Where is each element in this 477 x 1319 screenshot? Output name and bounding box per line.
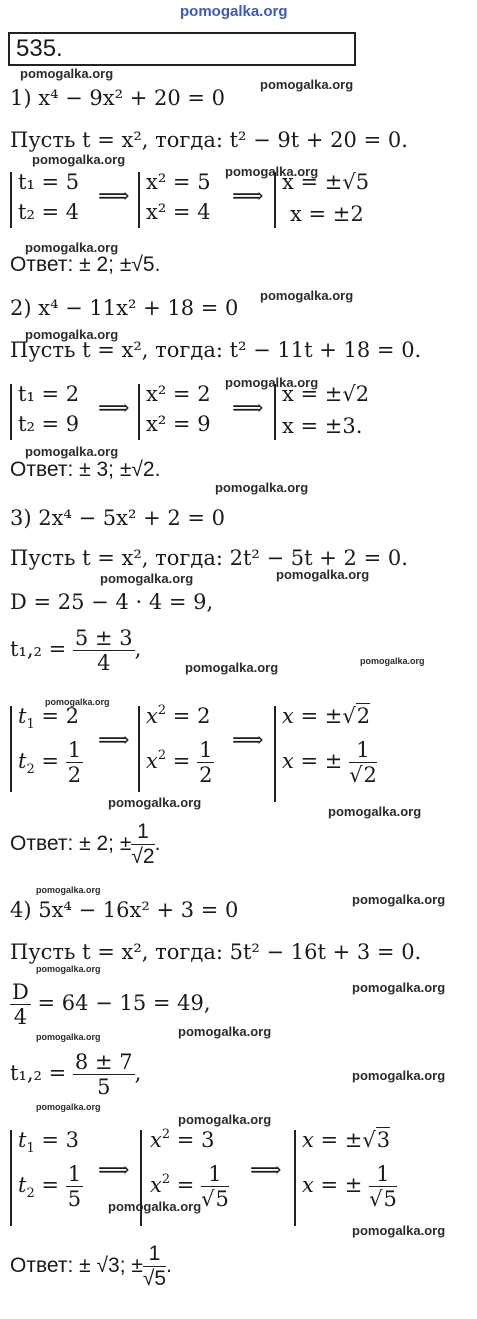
p1-t-bracket — [10, 172, 12, 228]
implies-arrow: ⟹ — [98, 184, 130, 209]
p3-x1: x = ±√2 — [282, 704, 371, 728]
watermark: pomogalka.org — [45, 697, 110, 707]
watermark: pomogalka.org — [32, 152, 126, 167]
p3-answer-prefix: Ответ: ± 2; ± — [10, 832, 132, 856]
p3-discriminant: D = 25 − 4 · 4 = 9, — [10, 590, 214, 614]
watermark: pomogalka.org — [36, 885, 101, 895]
p2-substitution: Пусть t = x², тогда: t² − 11t + 18 = 0. — [10, 338, 422, 362]
watermark: pomogalka.org — [25, 444, 119, 459]
problem-number-box — [8, 32, 356, 66]
p4-roots-num: 8 ± 7 — [74, 1050, 133, 1074]
p4-x1: x = ±√3 — [302, 1128, 391, 1152]
watermark: pomogalka.org — [328, 804, 422, 819]
p3-substitution: Пусть t = x², тогда: 2t² − 5t + 2 = 0. — [10, 546, 408, 570]
watermark: pomogalka.org — [178, 1112, 272, 1127]
p2-x2-2: x² = 9 — [146, 412, 211, 436]
watermark: pomogalka.org — [260, 288, 354, 303]
p4-answer-den: √5 — [142, 1267, 167, 1291]
watermark: pomogalka.org — [180, 3, 288, 20]
implies-arrow: ⟹ — [250, 1158, 282, 1183]
p1-x2-2: x² = 4 — [146, 200, 211, 224]
p4-d4-fraction — [10, 980, 31, 1029]
p2-equation: 2) x⁴ − 11x² + 18 = 0 — [10, 296, 239, 320]
p2-t2: t₂ = 9 — [18, 412, 80, 436]
p4-roots-fraction — [73, 1050, 135, 1099]
watermark: pomogalka.org — [225, 164, 319, 179]
p2-t-bracket — [10, 384, 12, 440]
watermark: pomogalka.org — [25, 327, 119, 342]
p3-roots-den: 4 — [97, 651, 111, 676]
p4-t1: $t_1 = 3$ — [18, 1128, 80, 1156]
p4-equation: 4) 5x⁴ − 16x² + 3 = 0 — [10, 898, 239, 922]
watermark: pomogalka.org — [225, 375, 319, 390]
p1-answer: Ответ: ± 2; ±√5. — [10, 253, 161, 276]
watermark: pomogalka.org — [276, 567, 370, 582]
p3-t-bracket — [10, 706, 12, 792]
p4-roots-label: t₁,₂ = — [10, 1061, 67, 1086]
p4-answer-num: 1 — [143, 1242, 166, 1267]
p4-x2: x = ± $\frac{1}{√5}$ — [302, 1162, 397, 1212]
p4-roots: t₁,₂ = $\frac{8 \pm 7}{5}$ , — [10, 1050, 142, 1100]
p2-x2-1: x² = 2 — [146, 382, 211, 406]
p1-t1: t₁ = 5 — [18, 170, 80, 194]
p3-t2: $t_2$ = $\frac{1}{2}$ — [18, 738, 82, 788]
p2-x2: x = ±3. — [282, 414, 363, 438]
watermark: pomogalka.org — [260, 77, 354, 92]
implies-arrow: ⟹ — [232, 184, 264, 209]
p4-d4-den: 4 — [13, 1005, 28, 1030]
problem-number: 535. — [16, 35, 63, 62]
p3-answer-fraction — [131, 820, 154, 869]
p3-roots-fraction — [73, 626, 135, 675]
watermark: pomogalka.org — [36, 1032, 101, 1042]
p4-answer: Ответ: ± √3; ± $\frac{1}{√5}$ . — [10, 1242, 172, 1291]
p3-answer: Ответ: ± 2; ± $\frac{1}{√2}$ . — [10, 820, 161, 869]
p3-x2-bracket — [138, 706, 140, 792]
p4-substitution: Пусть t = x², тогда: 5t² − 16t + 3 = 0. — [10, 940, 422, 964]
watermark: pomogalka.org — [352, 892, 446, 907]
p1-x2-bracket — [138, 172, 140, 228]
watermark: pomogalka.org — [20, 66, 114, 81]
implies-arrow: ⟹ — [98, 1158, 130, 1183]
p2-t1: t₁ = 2 — [18, 382, 80, 406]
watermark: pomogalka.org — [108, 1199, 202, 1214]
watermark: pomogalka.org — [352, 1068, 446, 1083]
p3-x2-1: $x^2 = 2$ — [146, 703, 211, 728]
p3-answer-den: √2 — [131, 845, 155, 869]
watermark: pomogalka.org — [360, 656, 425, 666]
watermark: pomogalka.org — [36, 964, 101, 974]
implies-arrow: ⟹ — [232, 728, 264, 753]
p3-x2: x = ± $\frac{1}{√2}$ — [282, 738, 377, 788]
watermark: pomogalka.org — [36, 1102, 101, 1112]
watermark: pomogalka.org — [108, 795, 202, 810]
p2-x1: x = ±√2 — [282, 382, 370, 406]
p2-x2-bracket — [138, 384, 140, 440]
p3-roots-num: 5 ± 3 — [74, 626, 133, 650]
implies-arrow: ⟹ — [232, 396, 264, 421]
p4-answer-prefix: Ответ: ± √3; ± — [10, 1254, 143, 1278]
p1-x1: x = ±√5 — [282, 170, 370, 194]
p1-x-bracket — [274, 172, 276, 228]
p1-x2-1: x² = 5 — [146, 170, 211, 194]
p4-x2-bracket — [140, 1130, 142, 1226]
p1-equation: 1) x⁴ − 9x² + 20 = 0 — [10, 86, 226, 110]
p1-substitution: Пусть t = x², тогда: t² − 9t + 20 = 0. — [10, 128, 408, 152]
watermark: pomogalka.org — [25, 240, 119, 255]
p3-roots: t₁,₂ = $\frac{5 \pm 3}{4}$ , — [10, 626, 142, 676]
p3-x-bracket — [274, 706, 276, 802]
p4-answer-fraction — [143, 1242, 166, 1291]
p3-roots-label: t₁,₂ = — [10, 637, 67, 662]
watermark: pomogalka.org — [215, 480, 309, 495]
p4-d4-rest: = 64 − 15 = 49, — [37, 991, 211, 1016]
p3-answer-num: 1 — [131, 820, 154, 845]
implies-arrow: ⟹ — [98, 728, 130, 753]
p4-t-bracket — [10, 1130, 12, 1226]
watermark: pomogalka.org — [178, 1024, 272, 1039]
p4-discriminant — [10, 980, 211, 1029]
p4-x2-1: $x^2 = 3$ — [150, 1127, 215, 1152]
watermark: pomogalka.org — [352, 980, 446, 995]
p2-x-bracket — [274, 384, 276, 440]
p4-d4-num: D — [12, 980, 29, 1004]
watermark: pomogalka.org — [185, 660, 279, 675]
p3-x2-2: $x^2$ = $\frac{1}{2}$ — [146, 738, 213, 788]
p1-x2: x = ±2 — [290, 202, 364, 226]
p1-t2: t₂ = 4 — [18, 200, 80, 224]
p3-t1: $t_1 = 2$ — [18, 704, 80, 732]
p4-t2: $t_2$ = $\frac{1}{5}$ — [18, 1162, 82, 1212]
implies-arrow: ⟹ — [98, 396, 130, 421]
p2-answer: Ответ: ± 3; ±√2. — [10, 458, 161, 481]
p4-x-bracket — [294, 1130, 296, 1226]
watermark: pomogalka.org — [352, 1223, 446, 1238]
p3-equation: 3) 2x⁴ − 5x² + 2 = 0 — [10, 506, 226, 530]
p4-x2-2: $x^2$ = $\frac{1}{√5}$ — [150, 1162, 229, 1212]
p4-roots-den: 5 — [97, 1075, 111, 1100]
watermark: pomogalka.org — [100, 571, 194, 586]
